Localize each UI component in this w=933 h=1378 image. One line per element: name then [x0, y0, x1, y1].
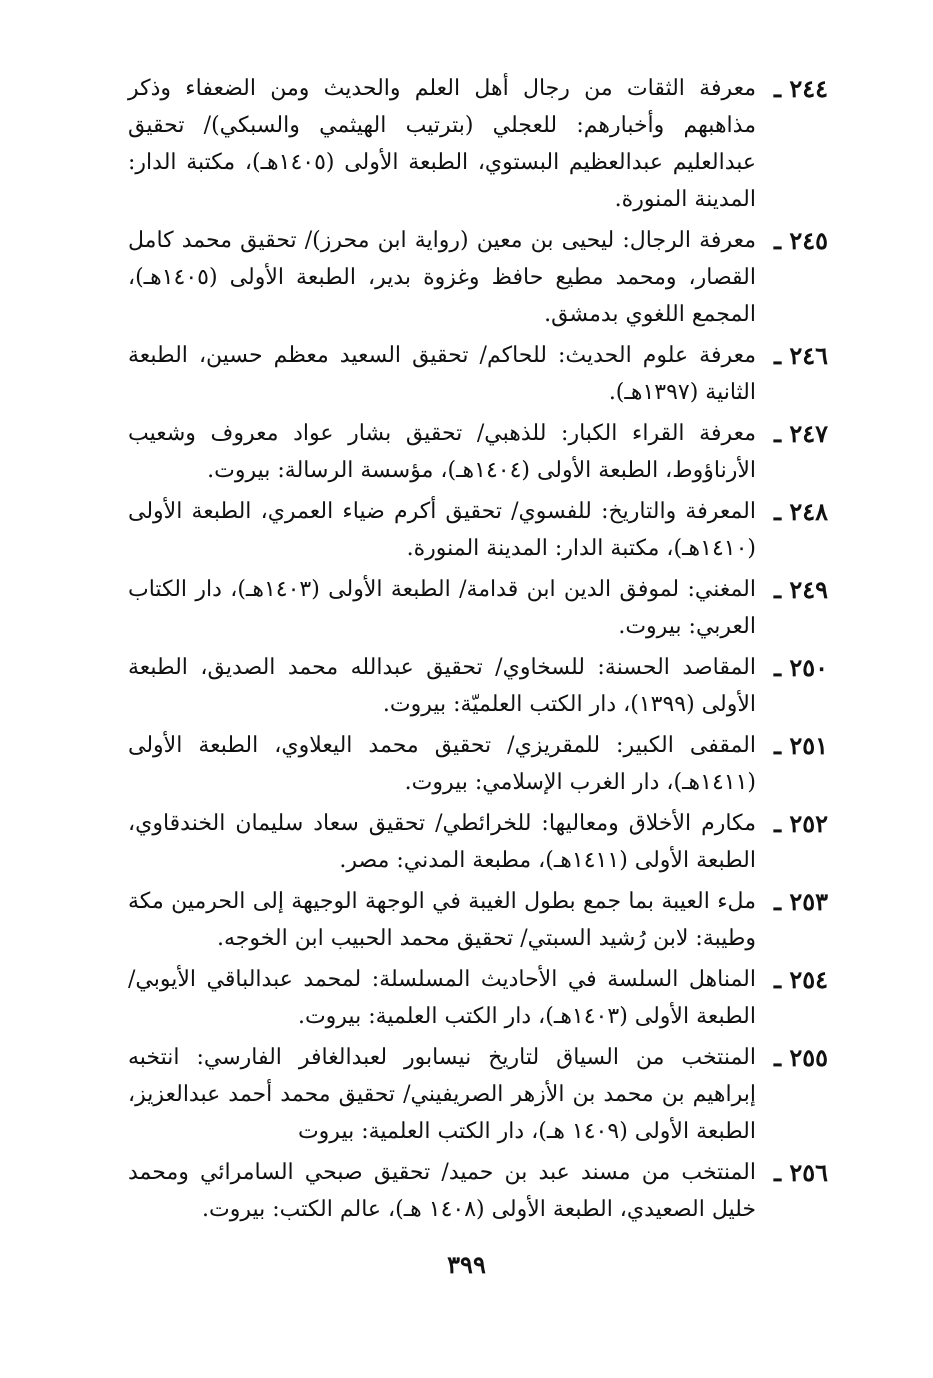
entry-number: ٢٤٨ ـ: [773, 497, 828, 526]
entry-text: المنتخب من السياق لتاريخ نيسابور لعبدالغافر الفارسي: انتخبه إبراهيم بن محمد بن الأزهر الصريفيني/ تحقيق محمد أحمد عبدالعزيز، الطبعة الأولى (١٤٠٩ هـ)، دار الكتب العلمية: بيروت: [128, 1045, 756, 1144]
bibliography-entry: [128, 415, 828, 489]
entry-number: ٢٤٩ ـ: [773, 575, 828, 604]
entry-number: ٢٥٦ ـ: [773, 1158, 828, 1187]
bibliography-entry: [128, 805, 828, 879]
entry-number: ٢٤٥ ـ: [773, 226, 828, 255]
bibliography-entry: [128, 571, 828, 645]
entry-text: المغني: لموفق الدين ابن قدامة/ الطبعة الأولى (١٤٠٣هـ)، دار الكتاب العربي: بيروت.: [128, 577, 756, 639]
bibliography-entry: [128, 649, 828, 723]
bibliography-entry: [128, 337, 828, 411]
bibliography-entry: [128, 222, 828, 333]
bibliography-entry: [128, 961, 828, 1035]
entry-text: معرفة الثقات من رجال أهل العلم والحديث ومن الضعفاء وذكر مذاهبهم وأخبارهم: للعجلي (بترتيب الهيثمي والسبكي)/ تحقيق عبدالعليم عبدالعظيم البستوي، الطبعة الأولى (١٤٠٥هـ)، مكتبة الدار: المدينة المنورة.: [128, 76, 757, 212]
entry-number: ٢٥١ ـ: [773, 731, 828, 760]
entry-text: ملء العيبة بما جمع بطول الغيبة في الوجهة الوجيهة إلى الحرمين مكة وطيبة: لابن رُشيد السبتي/ تحقيق محمد الحبيب ابن الخوجه.: [128, 889, 756, 951]
bibliography-entry: [128, 883, 828, 957]
entry-number: ٢٤٤ ـ: [773, 74, 828, 103]
entry-number: ٢٥٢ ـ: [773, 809, 828, 838]
entry-text: المقفى الكبير: للمقريزي/ تحقيق محمد اليعلاوي، الطبعة الأولى (١٤١١هـ)، دار الغرب الإسلامي: بيروت.: [128, 733, 756, 795]
entry-text: مكارم الأخلاق ومعاليها: للخرائطي/ تحقيق سعاد سليمان الخندقاوي، الطبعة الأولى (١٤١١هـ)، مطبعة المدني: مصر.: [128, 811, 756, 873]
entry-text: المقاصد الحسنة: للسخاوي/ تحقيق عبدالله محمد الصديق، الطبعة الأولى (١٣٩٩)، دار الكتب العلميّة: بيروت.: [128, 655, 756, 717]
entry-text: المناهل السلسة في الأحاديث المسلسلة: لمحمد عبدالباقي الأيوبي/ الطبعة الأولى (١٤٠٣هـ)، دار الكتب العلمية: بيروت.: [128, 967, 756, 1029]
bibliography-entry: [128, 1039, 828, 1150]
entry-number: ٢٤٧ ـ: [773, 419, 828, 448]
entry-text: معرفة علوم الحديث: للحاكم/ تحقيق السعيد معظم حسين، الطبعة الثانية (١٣٩٧هـ).: [128, 343, 756, 405]
entry-number: ٢٥٠ ـ: [773, 653, 828, 682]
entry-text: معرفة القراء الكبار: للذهبي/ تحقيق بشار عواد معروف وشعيب الأرناؤوط، الطبعة الأولى (١٤٠٤هـ)، مؤسسة الرسالة: بيروت.: [128, 421, 756, 483]
bibliography-entry: [128, 493, 828, 567]
entry-number: ٢٥٤ ـ: [773, 965, 828, 994]
entry-text: المنتخب من مسند عبد بن حميد/ تحقيق صبحي السامرائي ومحمد خليل الصعيدي، الطبعة الأولى (١٤٠٨ هـ)، عالم الكتب: بيروت.: [128, 1160, 756, 1222]
entry-number: ٢٥٥ ـ: [773, 1043, 828, 1072]
entry-number: ٢٤٦ ـ: [773, 341, 828, 370]
page-number: ٣٩٩: [447, 1250, 486, 1279]
entry-text: معرفة الرجال: ليحيى بن معين (رواية ابن محرز)/ تحقيق محمد كامل القصار، ومحمد مطيع حافظ وغزوة بدير، الطبعة الأولى (١٤٠٥هـ)، المجمع اللغوي بدمشق.: [128, 228, 756, 327]
bibliography-entry: [128, 70, 828, 218]
bibliography-entry: [128, 727, 828, 801]
bibliography-entry: [128, 1154, 828, 1228]
entry-text: المعرفة والتاريخ: للفسوي/ تحقيق أكرم ضياء العمري، الطبعة الأولى (١٤١٠هـ)، مكتبة الدار: المدينة المنورة.: [128, 499, 756, 561]
bibliography-list: [128, 70, 828, 1232]
entry-number: ٢٥٣ ـ: [773, 887, 828, 916]
